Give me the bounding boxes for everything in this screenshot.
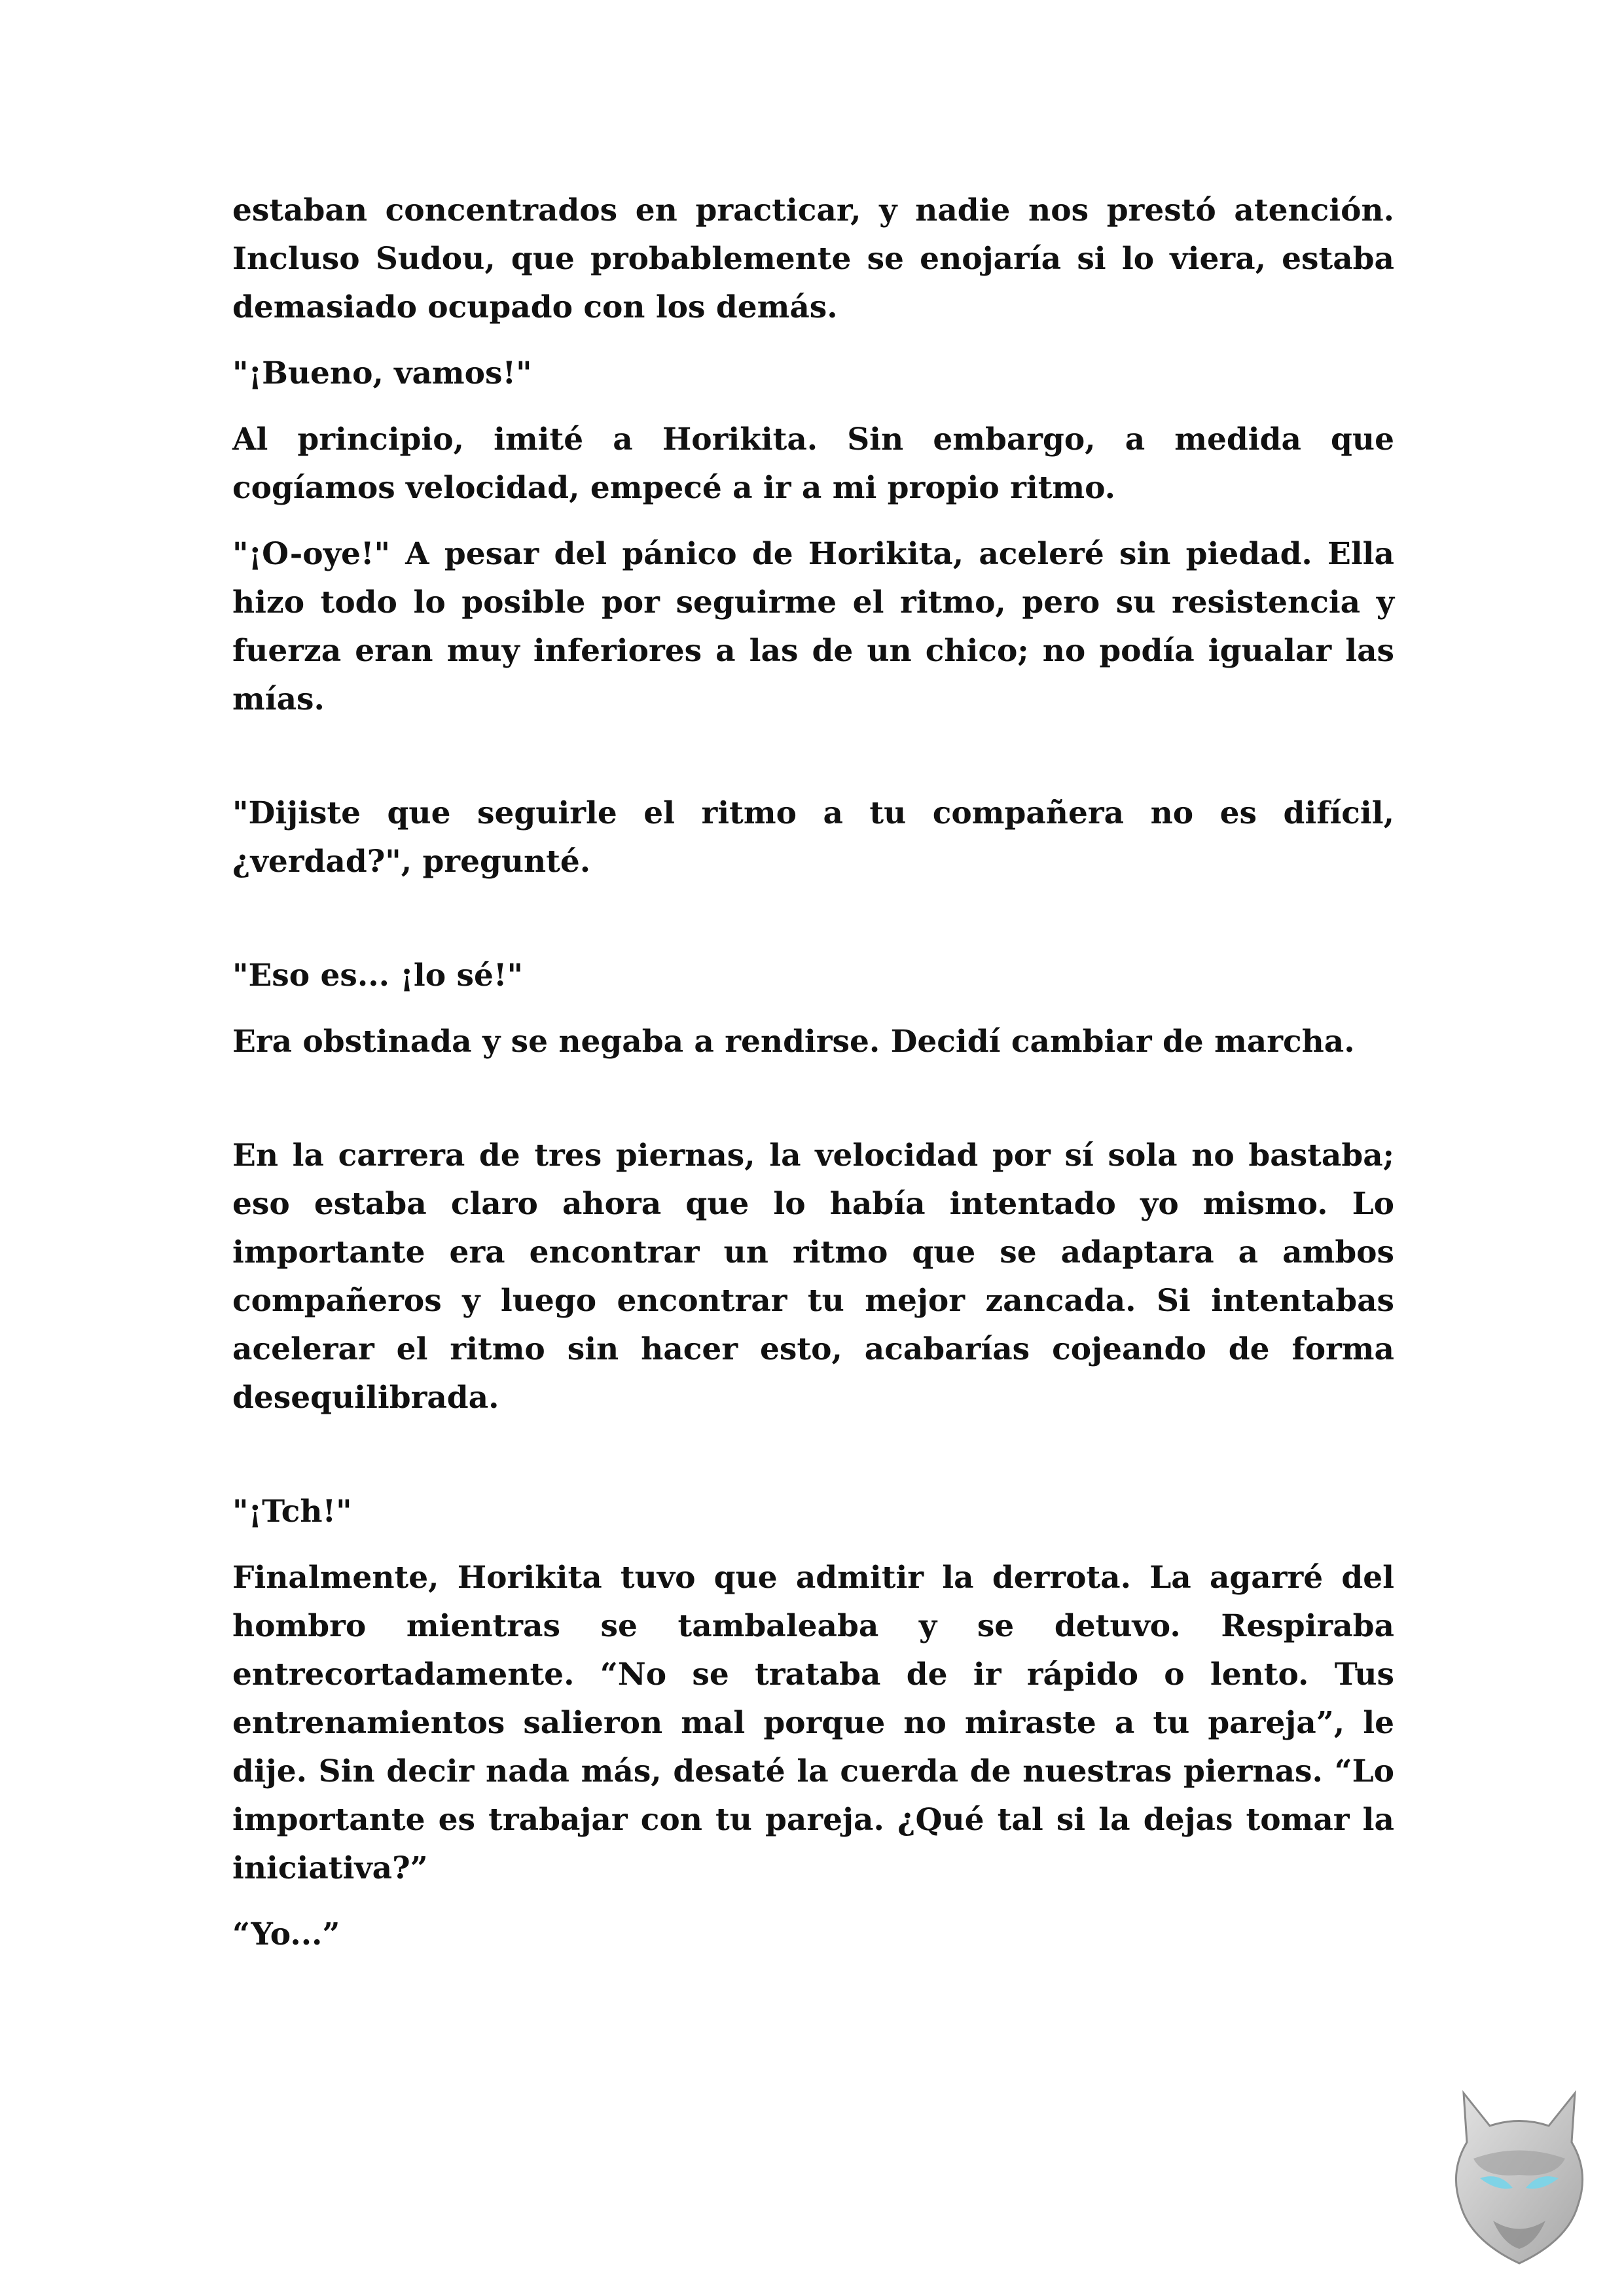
paragraph: Al principio, imité a Horikita. Sin embargo, a medida que cogíamos velocidad, empecé a ir a mi propio ritmo.: [232, 422, 1394, 506]
demon-mask-logo-icon: [1444, 2080, 1595, 2270]
paragraph: "¡Bueno, vamos!": [232, 355, 532, 391]
paragraph: "¡Tch!": [232, 1494, 352, 1530]
document-body: [232, 187, 1394, 1977]
paragraph: "¡O-oye!" A pesar del pánico de Horikita, aceleré sin piedad. Ella hizo todo lo posible por seguirme el ritmo, pero su resistencia y fuerza eran muy inferiores a las de un chico; no podía igualar las mías.: [232, 536, 1394, 717]
paragraph: En la carrera de tres piernas, la velocidad por sí sola no bastaba; eso estaba claro ahora que lo había intentado yo mismo. Lo importante era encontrar un ritmo que se adaptara a ambos compañeros y luego encontrar tu mejor zancada. Si intentabas acelerar el ritmo sin hacer esto, acabarías cojeando de forma desequilibrada.: [232, 1138, 1394, 1416]
paragraph: Era obstinada y se negaba a rendirse. Decidí cambiar de marcha.: [232, 1024, 1355, 1060]
paragraph: "Dijiste que seguirle el ritmo a tu compañera no es difícil, ¿verdad?", pregunté.: [232, 795, 1394, 880]
paragraph: "Eso es... ¡lo sé!": [232, 958, 523, 994]
paragraph: “Yo...”: [232, 1916, 340, 1952]
paragraph: estaban concentrados en practicar, y nadie nos prestó atención. Incluso Sudou, que probablemente se enojaría si lo viera, estaba demasiado ocupado con los demás.: [232, 192, 1394, 325]
paragraph: Finalmente, Horikita tuvo que admitir la derrota. La agarré del hombro mientras se tambaleaba y se detuvo. Respiraba entrecortadamente. “No se trataba de ir rápido o lento. Tus entrenamientos salieron mal porque no miraste a tu pareja”, le dije. Sin decir nada más, desaté la cuerda de nuestras piernas. “Lo importante es trabajar con tu pareja. ¿Qué tal si la dejas tomar la iniciativa?”: [232, 1560, 1394, 1886]
